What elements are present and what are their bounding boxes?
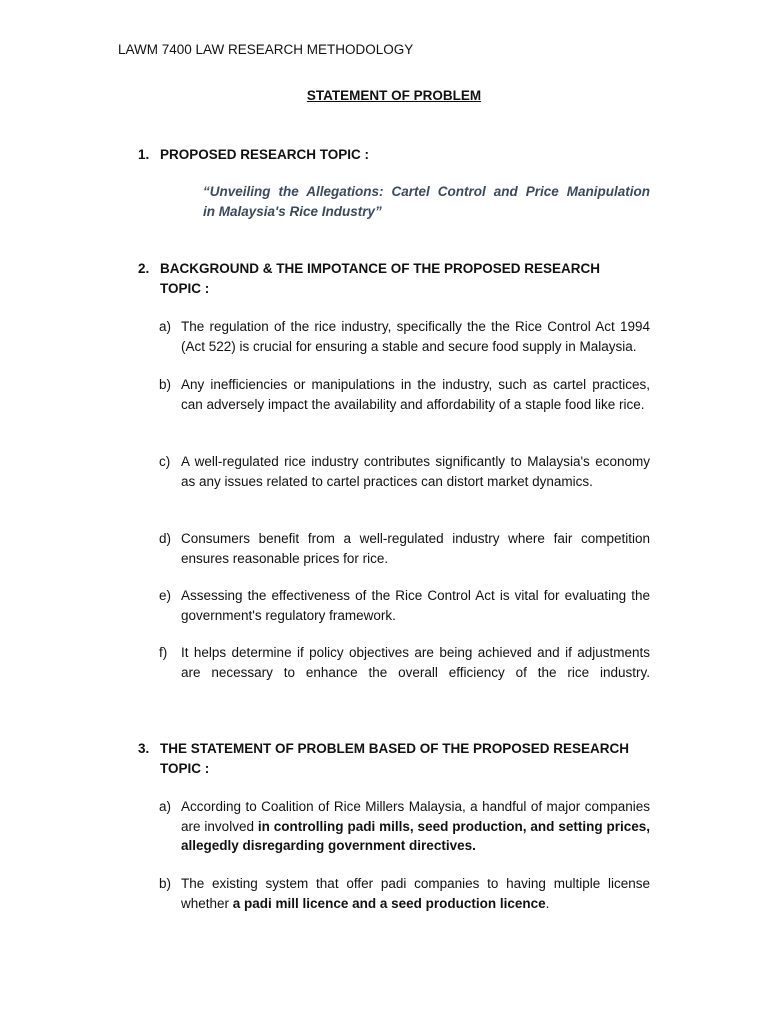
- section-heading-line: TOPIC :: [160, 280, 210, 296]
- list-item: [159, 643, 650, 682]
- list-item-letter: a): [159, 799, 172, 814]
- section-2: [138, 259, 650, 298]
- section-heading-text: [160, 739, 650, 778]
- section-heading-text: PROPOSED RESEARCH TOPIC :: [160, 147, 370, 162]
- list-item: [159, 375, 650, 414]
- section-heading-line: THE STATEMENT OF PROBLEM BASED OF THE PROPOSED RESEARCH: [160, 741, 630, 756]
- list-item-letter: b): [159, 377, 172, 392]
- list-item: [159, 874, 650, 913]
- list-item-text: The regulation of the rice industry, specifically the the Rice Control Act 1994 (Act 522) is crucial for ensuring a stable and secure food supply in Malaysia.: [181, 319, 650, 354]
- list-item: [159, 586, 650, 625]
- section-heading-text: [160, 259, 650, 298]
- list-item-text: It helps determine if policy objectives are being achieved and if adjustments are necessary to enhance the overall efficiency of the rice industry.: [181, 645, 650, 680]
- list-item-letter: c): [159, 454, 171, 469]
- course-title: LAWM 7400 LAW RESEARCH METHODOLOGY: [118, 42, 414, 57]
- section-number: 2.: [138, 261, 150, 276]
- section-1: [138, 145, 650, 165]
- list-item-text: A well-regulated rice industry contributes significantly to Malaysia's economy as any issues related to cartel practices can distort market dynamics.: [181, 454, 650, 489]
- section-heading: [138, 259, 650, 298]
- section-3: [138, 739, 650, 778]
- list-item-letter: a): [159, 319, 172, 334]
- list-item-text-plain: The existing system that offer padi companies to having multiple license whether: [181, 876, 650, 911]
- list-item-letter: f): [159, 645, 168, 660]
- research-topic-quote: [203, 182, 650, 221]
- list-item: [159, 797, 650, 856]
- section-heading: [138, 145, 650, 165]
- list-item-letter: d): [159, 531, 172, 546]
- list-item-letter: b): [159, 876, 172, 891]
- list-item-text: [181, 874, 650, 913]
- list-item-text: Any inefficiencies or manipulations in the industry, such as cartel practices, can adversely impact the availability and affordability of a staple food like rice.: [181, 377, 650, 412]
- list-item-text: Assessing the effectiveness of the Rice Control Act is vital for evaluating the government's regulatory framework.: [181, 588, 650, 623]
- list-item-text-bold: a padi mill licence and a seed production licence: [232, 895, 546, 911]
- list-item-text: Consumers benefit from a well-regulated industry where fair competition ensures reasonable prices for rice.: [181, 531, 650, 566]
- research-topic-line: “Unveiling the Allegations: Cartel Control and Price Manipulation: [203, 184, 650, 199]
- section-heading-line: BACKGROUND & THE IMPOTANCE OF THE PROPOSED RESEARCH: [160, 261, 601, 276]
- section-heading-line: TOPIC :: [160, 760, 210, 776]
- section-heading: [138, 739, 650, 778]
- section-number: 3.: [138, 741, 150, 756]
- list-item-letter: e): [159, 588, 172, 603]
- section-number: 1.: [138, 147, 150, 162]
- list-item-text-after: .: [545, 895, 550, 911]
- list-item: [159, 317, 650, 356]
- list-item-text-bold: in controlling padi mills, seed production, and setting prices, allegedly disregarding government directives.: [181, 818, 651, 853]
- list-item-text-plain: According to Coalition of Rice Millers Malaysia, a handful of major companies are involved: [181, 799, 650, 834]
- list-item: [159, 452, 650, 491]
- list-item-text: [181, 797, 650, 856]
- list-item: [159, 529, 650, 568]
- document-title: STATEMENT OF PROBLEM: [306, 88, 482, 103]
- research-topic-line: in Malaysia's Rice Industry”: [203, 203, 382, 219]
